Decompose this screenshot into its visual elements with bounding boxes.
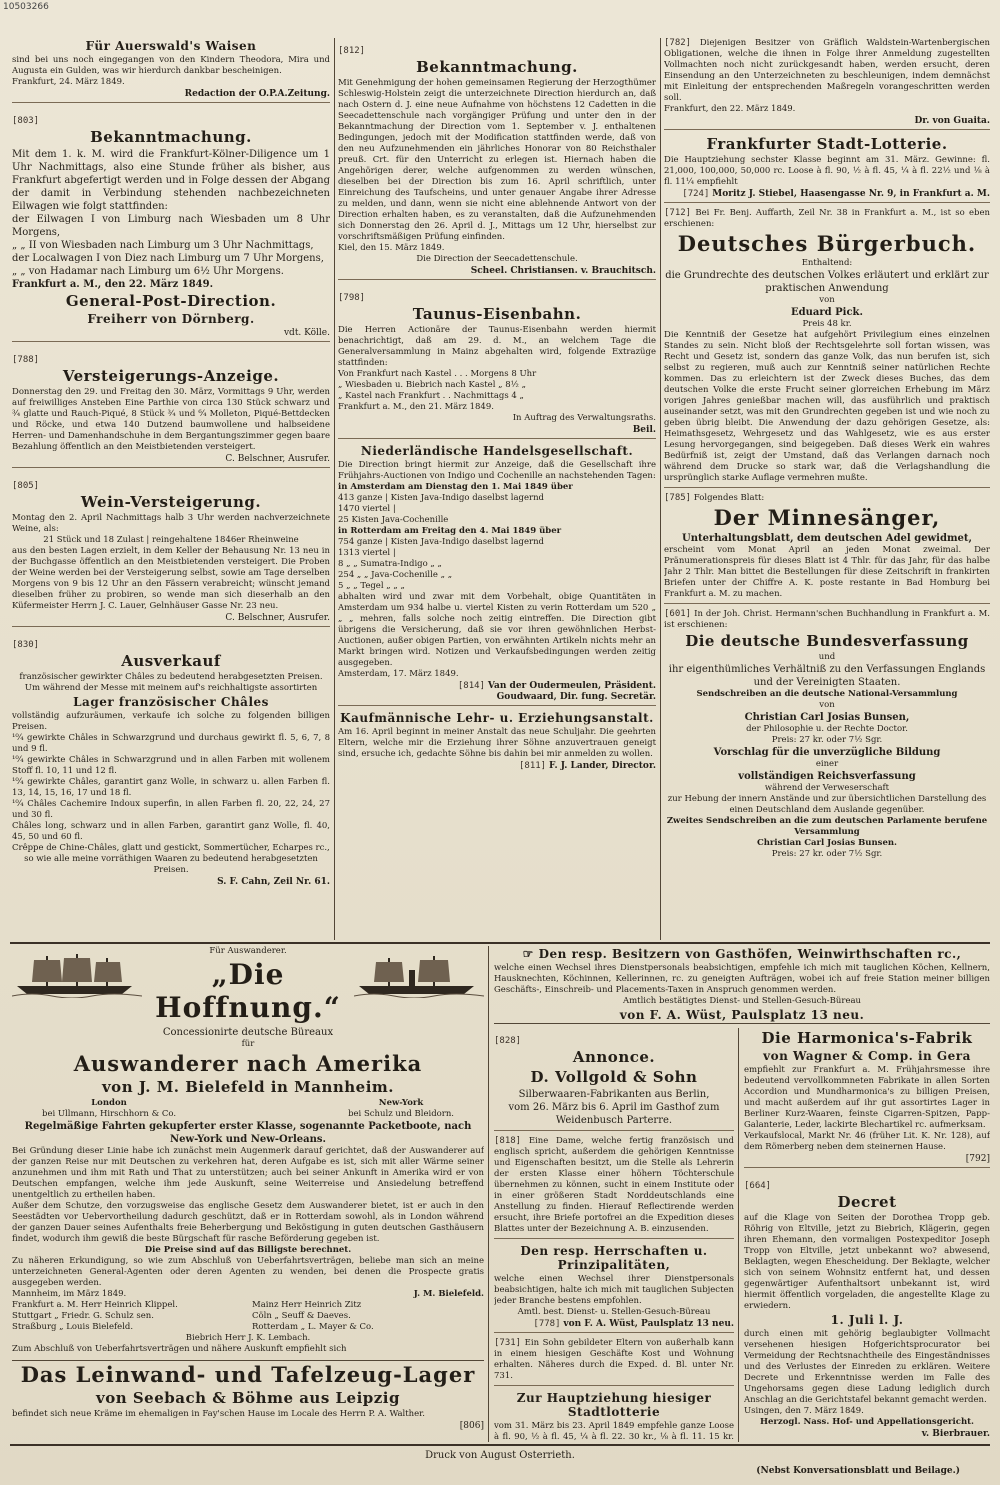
heading: Wein-Versteigerung. — [80, 493, 262, 511]
lot-line: 5 „ „ Tegel „ „ „ — [338, 581, 405, 591]
degree: der Philosophie u. der Rechte Doctor. — [746, 724, 908, 734]
signature: C. Belschner, Ausrufer. — [225, 454, 330, 464]
body-text: Bei Gründung dieser Linie habe ich zunächst mein Augenmerk darauf gerichtet, daß der Auswanderer auf der ganzen Reise nur mit Deutschen zu verkehren hat, deren Aufgabe es ist, sich mit aller Wärme seiner anzunehmen und ihm mit Rath und That zu unterstützen; auch bei seiner Ankunft in Amerika wird er von Deutschen empfangen, welche ihm jede Auskunft, seine Weiterreise und Ansiedelung betreffend unentgeltlich zu ertheilen haben. — [12, 1146, 484, 1200]
quantity: 21 Stück und 18 Zulast — [43, 535, 144, 545]
ad-number: [788] — [12, 355, 40, 365]
agent-entry: Mainz Herr Heinrich Zitz — [252, 1300, 362, 1310]
agent-entry: Cöln „ Seuff & Daeves. — [252, 1311, 351, 1321]
signature-block — [664, 189, 990, 199]
bureau: Amtl. best. Dienst- u. Stellen-Gesuch-Büreau — [517, 1307, 711, 1317]
heading — [494, 947, 990, 961]
body-text: vom 26. März bis 6. April im Gasthof zum Weidenbusch Parterre. — [508, 1102, 720, 1126]
sheet-id: 10503266 — [3, 2, 49, 12]
agent: bei Schulz und Bleidorn. — [348, 1109, 454, 1119]
heading: Taunus-Eisenbahn. — [412, 305, 582, 323]
signature: Scheel. Christiansen. v. Brauchitsch. — [470, 266, 656, 276]
ad-bundesverfassung — [664, 609, 990, 863]
body-text: Außer dem Schutze, den vorzugsweise das englische Gesetz dem Auswanderer bietet, ist er auch in den Seestädten vor Uebervortheilung dadurch geschützt, daß er in Rotterdam sowohl, als in London während der ganzen Dauer seines Aufenthalts freie Beherbergung und Beköstigung in guten deutschen Gasthäusern findet, wodurch ihm gewiß die beste Bürgschaft für rasche Beförderung gegeben ist. — [12, 1201, 484, 1244]
route-line: der Localwagen I von Diez nach Limburg um 7 Uhr Morgens, — [12, 253, 324, 264]
ad-number: [778] — [533, 1319, 561, 1329]
subheading: Sendschreiben an die deutsche National-Versammlung — [696, 689, 958, 699]
subheading: Unterhaltungsblatt, dem deutschen Adel gewidmet, — [682, 533, 972, 544]
intro — [664, 609, 990, 631]
ad-number: [818] — [494, 1136, 522, 1146]
body-text: vollständig aufzuräumen, verkaufe ich solche zu folgenden billigen Preisen. — [12, 711, 330, 732]
route-line: „ „ II von Wiesbaden nach Limburg um 3 Uhr Nachmittags, — [12, 240, 314, 251]
signature: S. F. Cahn, Zeil Nr. 61. — [217, 877, 330, 887]
route-line: der Eilwagen I von Limburg nach Wiesbaden um 8 Uhr Morgens, — [12, 214, 330, 238]
body-text: Mit dem 1. k. M. wird die Frankfurt-Kölner-Diligence um 1 Uhr Nachmittags, also eine Stunde früher als bisher, aus Frankfurt abgefertigt werden und in Folge dessen der Abgang der damit in Verbindung stehenden nachbezeichneten Eilwagen wie folgt stattfinden: — [12, 149, 330, 212]
intro — [664, 208, 990, 230]
agent-entry: Frankfurt a. M. Herr Heinrich Klippel. — [12, 1300, 178, 1310]
subheading: die Grundrechte des deutschen Volkes erläutert und erklärt zur praktischen Anwendung — [665, 270, 989, 294]
heading: Für Auerswald's Waisen — [85, 39, 257, 53]
price: Preis 48 kr. — [802, 319, 852, 329]
column-rule — [488, 946, 489, 1442]
body-text: Zu näheren Erkundigung, so wie zum Abschluß von Ueberfahrtsverträgen, beliebe man sich an meine unterzeichneten General-Agenten oder deren Agenten zu wenden, bei denen die Prospecte gratis ausgegeben werden. — [12, 1256, 484, 1288]
body-text: auf die Klage von Seiten der Dorothea Tropp geb. Röhrig von Eltville, jetzt zu Biebrich, Klägerin, gegen ihren Ehemann, den vormaligen Postexpeditor Joseph Tropp von Eltville, jetzt unbekannt wo? abwesend, Beklagten, wegen Ehescheidung. Der Beklagte, welcher sich von seinem Wohnsitz entfernt hat, und dessen gegenwärtiger Aufenthaltsort unbekannt ist, wird hiermit öffentlich vorgeladen, die angestellte Klage zu erwiedern. — [744, 1213, 990, 1311]
by: von — [819, 295, 835, 305]
ad-number: [806] — [459, 1421, 484, 1431]
ad-number: [811] — [518, 761, 547, 771]
notice-post — [12, 108, 330, 342]
connector: für — [241, 1039, 255, 1049]
body-text: vom 31. März bis 23. April 1849 empfehle ganze Loose à fl. 90, ½ à fl. 45, ¼ à fl. 22. 30 kr., ⅛ à fl. 11. 15 kr. — [494, 1421, 734, 1442]
price-item: ¹⁰⁄₄ gewirkte Châles in Schwarzgrund und in allen Farben mit wollenem Stoff fl. 10, 11 und 12 fl. — [12, 755, 330, 776]
body-text: Um während der Messe mit meinem auf's reichhaltigste assortirten — [24, 683, 318, 693]
price: Preis: 27 kr. oder 7½ Sgr. — [771, 849, 883, 859]
signature: von F. A. Wüst, Paulsplatz 13 neu. — [563, 1319, 734, 1329]
date: Frankfurt, den 22. März 1849. — [664, 104, 796, 114]
bureau: Amtlich bestätigtes Dienst- und Stellen-Gesuch-Büreau — [622, 996, 862, 1006]
connector: einer — [815, 759, 839, 769]
lot-line: 1470 viertel | — [338, 504, 396, 514]
ad-number: [792] — [965, 1154, 990, 1164]
subheading: französischer gewirkter Châles zu bedeutend herabgesetzten Preisen. — [19, 672, 323, 682]
lot-line: 754 ganze | Kisten Java-Indigo daselbst lagernd — [338, 537, 544, 547]
lot-line: 25 Kisten Java-Cochenille — [338, 515, 449, 525]
subheading: Lager französischer Châles — [73, 695, 269, 709]
subheading: Auswanderer nach Amerika — [73, 1051, 423, 1076]
body: Diejenigen Besitzer von Gräflich Waldstein-Wartenbergischen Obligationen, welche die ihnen in Folge ihrer Anmeldung zugestellten Vollmachten noch nicht zurückgesandt haben, werden ersucht, deren Einsendung an den Unterzeichneten zu beschleunigen, indem demnächst mit Einleitung der entsprechenden Maßregeln vorangeschritten werden soll. — [664, 38, 990, 103]
date: Amsterdam, 17. März 1849. — [338, 669, 459, 679]
bottom-middle-column — [494, 1028, 734, 1442]
ad-lotterie — [664, 135, 990, 203]
notice-taunus — [338, 285, 656, 439]
body-text: aus den besten Lagen erzielt, in dem Keller der Behausung Nr. 13 neu in der Buchgasse öffentlich an den Meistbietenden versteigert. Die Proben der Weine werden bei der Versteigerung selbst, sowie am Tage derselben Morgens von 9 bis 12 Uhr an den Fässern verabreicht; wünscht jemand dieselben früher zu probiren, so wende man sich dieserhalb an den Küfermeister Herrn J. C. Lauer, Gelnhäuser Gasse Nr. 23 neu. — [12, 546, 330, 611]
pre-heading: Für Auswanderer. — [209, 946, 287, 956]
body-text: so wie alle meine vorräthigen Waaren zu bedeutend herabgesetzten Preisen. — [24, 854, 318, 875]
price-item: Châles long, schwarz und in allen Farben, garantirt ganz Wolle, fl. 40, 45, 50 und 60 fl. — [12, 821, 330, 842]
ad-minnesaenger — [664, 493, 990, 604]
ad-buergerbuch — [664, 208, 990, 488]
branch-newyork — [348, 1098, 454, 1120]
body: Eine Dame, welche fertig französisch und englisch spricht, außerdem die gehörigen Kenntnisse und Eigenschaften besitzt, um die Stelle als Lehrerin der ersten Klasse einer höhern Töchterschule übernehmen zu können, sucht in einem Institute oder in einer größeren Stadt Norddeutschlands eine Anstellung zu finden. Hierauf Reflectirende werden ersucht, ihre Briefe portofrei an die Expedition dieses Blattes unter der Bezeichnung A. B. einzusenden. — [494, 1136, 734, 1234]
ad-number: [601] — [664, 609, 692, 619]
subheading: während der Verweserschaft — [764, 783, 890, 793]
body-text: Verkaufslocal, Markt Nr. 46 (früher Lit. K. Nr. 128), auf dem Römerberg neben dem steinernen Hause. — [744, 1131, 990, 1152]
branch-offices — [12, 1098, 484, 1120]
signature: Moritz J. Stiebel, Haasengasse Nr. 9, in Frankfurt a. M. — [712, 189, 990, 199]
hearing-date: 1. Juli l. J. — [830, 1313, 904, 1327]
ad-number: [814] — [457, 681, 485, 691]
notice-niederlaendisch — [338, 444, 656, 706]
body-text: zur Hebung der innern Anstände und zur übersichtlichen Darstellung des einen Deutschland dem Auslande gegenüber. — [667, 794, 987, 815]
ad-number: [712] — [664, 208, 692, 218]
supplement-note: (Nebst Konversationsblatt und Beilage.) — [756, 1466, 960, 1476]
heading: Ausverkauf — [121, 652, 221, 670]
ad-gasthof — [494, 946, 990, 1024]
signature: Goudwaard, Dir. fung. Secretär. — [496, 692, 656, 702]
lot-line: 8 „ „ Sumatra-Indigo „ „ — [338, 559, 442, 569]
date: Kiel, den 15. März 1849. — [338, 243, 445, 253]
intro-text: Bei Fr. Benj. Auffarth, Zeil Nr. 38 in Frankfurt a. M., ist so eben erschienen: — [664, 208, 990, 229]
body-text: befindet sich neue Kräme im ehemaligen in Fay'schen Hause im Locale des Herrn P. A. Walther. — [12, 1409, 425, 1419]
body-text: erscheint vom Monat April an jeden Monat zweimal. Der Pränumerationspreis für dieses Blatt ist 4 Thlr. für das Jahr, für das halbe Jahr 2 Thlr. Man bittet die Bestellungen für diese Zeitschrift in frankirten Briefen unter der Chiffre A. K. poste restante in Bad Homburg bei Frankfurt a. M. zu machen. — [664, 545, 990, 599]
ad-annonce — [494, 1028, 734, 1131]
body-text — [494, 1338, 734, 1382]
date: Mannheim, im März 1849. — [12, 1289, 127, 1299]
ad-number: [664] — [744, 1181, 772, 1191]
body: Ein Sohn gebildeter Eltern von außerhalb kann in einem hiesigen Geschäfte Kost und Wohnung erhalten. Näheres durch die Exped. d. Bl. unter Nr. 731. — [494, 1338, 734, 1381]
heading: Decret — [837, 1193, 897, 1211]
agent: bei Ullmann, Hirschhorn & Co. — [42, 1109, 177, 1119]
subheading: Concessionirte deutsche Büreaux — [162, 1027, 334, 1038]
column-right — [664, 38, 990, 940]
notice-sohn — [494, 1338, 734, 1386]
column-left — [12, 38, 330, 940]
notice-kaufmaennisch — [338, 711, 656, 774]
wine-lot: 21 Stück und 18 Zulast | reingehaltene 1846er Rheinweine — [43, 535, 299, 545]
heading: Frankfurter Stadt-Lotterie. — [706, 135, 948, 153]
signature: Dr. von Guaita. — [914, 116, 990, 126]
signature: Beil. — [632, 425, 656, 435]
ad-number: [812] — [338, 46, 366, 56]
heading: Die deutsche Bundesverfassung — [685, 632, 969, 650]
ad-number: [785] — [664, 493, 692, 503]
train-line: Von Frankfurt nach Kastel . . . Morgens 8 Uhr — [338, 369, 537, 379]
subheading: von J. M. Bielefeld in Mannheim. — [101, 1078, 395, 1096]
firm-name: D. Vollgold & Sohn — [530, 1068, 698, 1086]
notice-ausverkauf — [12, 632, 330, 890]
heading: „Die Hoffnung.“ — [155, 958, 341, 1024]
column-rule — [738, 1028, 739, 1442]
wine-name: reingehaltene 1846er Rheinweine — [151, 535, 299, 545]
date: Frankfurt, 24. März 1849. — [12, 77, 125, 87]
signature-block — [494, 1319, 734, 1329]
body-text: Die Kenntniß der Gesetze hat aufgehört Privilegium eines einzelnen Standes zu sein. Nicht bloß der Rechtsgelehrte soll fortan wissen, was Recht und Gesetz ist, sondern das ganze Volk, das nun berufen ist, sich selbst zu regieren, muß auch zur Kenntniß seiner natürlichen Rechte kommen. Das zu erleichtern ist der Zweck dieses Buches, das dem deutschen Volke die erste Frucht seiner glorreichen Erhebung im März vorigen Jahres genießbar machen will, das ausführlich und praktisch auseinander setzt, was mit den Grundrechten gegeben ist und wie noch zu geben übrig bleibt. Die Anwendung der dazu gehörigen Gesetze, als: Heimathsgesetz, Wehrgesetz und das Wahlgesetz, wie es aus erster Lesung hervorgegangen, sind beigegeben. Daß dieses Werk ein wahres Bedürfniß ist, zeigt der Umstand, daß das Verlangen darnach noch während dem Drucke so stark war, daß die Verlagshandlung die ursprünglich starke Auflage vermehren mußte. — [664, 330, 990, 483]
body-text: welche einen Wechsel ihres Dienstpersonals beabsichtigen, empfehle ich mich mit tauglichen Köchen, Kellnern, Hausknechten, Köchinnen, Kellerinnen, rc. zu geneigten Aufträgen, wobei ich auf freie Station meiner billigen Geschäfts-, Einschreib- und Placements-Taxen in Anspruch genommen werden. — [494, 963, 990, 995]
body-text: abhalten wird und zwar mit dem Vorbehalt, obige Quantitäten in Amsterdam um 934 halbe u. viertel Kisten zu verin Rotterdam um 520 „ „ „ mehren, falls solche noch zeitig eintreffen. Die Direction gibt übrigens die Versicherung, daß sie vor ihren gewöhnlichen Herbst-Auctionen, außer obigen Partien, von erwähnten Artikeln nichts mehr an Markt bringen wird. Notizen und Verkaufsbedingungen werden zeitig ausgegeben. — [338, 592, 656, 668]
heading: Deutsches Bürgerbuch. — [677, 231, 977, 256]
branch-london — [42, 1098, 176, 1120]
ad-hauptziehung — [494, 1391, 734, 1442]
signature: Van der Oudermeulen, Präsident. — [487, 681, 656, 691]
intro-text: In der Joh. Christ. Hermann'schen Buchhandlung in Frankfurt a. M. ist erschienen: — [664, 609, 990, 630]
heading: Die Harmonica's-Fabrik — [761, 1029, 973, 1047]
section-rule — [10, 942, 990, 944]
ad-leinwand — [12, 1360, 484, 1442]
body-text — [494, 1136, 734, 1235]
court: Herzogl. Nass. Hof- und Appellationsgericht. — [759, 1417, 975, 1427]
subheading: vollständigen Reichsverfassung — [738, 771, 916, 782]
author: Christian Carl Josias Bunsen. — [756, 838, 897, 848]
body-text: Montag den 2. April Nachmittags halb 3 Uhr werden nachverzeichnete Weine, als: — [12, 513, 330, 534]
heading: Versteigerungs-Anzeige. — [62, 367, 280, 385]
ad-harmonica — [744, 1029, 990, 1168]
signature-block — [338, 681, 656, 691]
body-text: Die Direction bringt hiermit zur Anzeige, daß die Gesellschaft ihre Frühjahrs-Auctionen von Indigo und Cochenille an nachstehenden Tagen: — [338, 460, 656, 481]
body-text: sind bei uns noch eingegangen von den Kindern Theodora, Mira und Augusta ein Gulden, was wir hierdurch dankbar bescheinigen. — [12, 55, 330, 76]
countersign: vdt. Kölle. — [283, 328, 330, 338]
notice-dame — [494, 1136, 734, 1239]
notice-decret — [744, 1173, 990, 1442]
subheading: Enthaltend: — [801, 258, 853, 268]
authority: Die Direction der Seecadettenschule. — [416, 254, 578, 264]
body-text — [664, 38, 990, 104]
heading: Kaufmännische Lehr- u. Erziehungsanstalt. — [340, 711, 654, 725]
ad-herrschaften — [494, 1244, 734, 1333]
body-text: durch einen mit gehörig beglaubigter Vollmacht versehenen hiesigen Hofgerichtsprocurator bei Vermeidung der Rechtsnachtheile des Eingeständnisses und des Verlustes der Einreden zu erklären. Weitere Decrete und Erkenntnisse werden im Falle des Ungehorsams gegen diese Ladung lediglich durch Anschlag an die Gerichtstafel bekannt gemacht werden. — [744, 1329, 990, 1405]
subheading: ihr eigenthümliches Verhältniß zu den Verfassungen Englands und der Vereinigten Staaten. — [668, 664, 986, 688]
price-item: ¹⁰⁄₄ gewirkte Châles, garantirt ganz Wolle, in schwarz u. allen Farben fl. 13, 14, 15, 16, 17 und 18 fl. — [12, 777, 330, 798]
body-text: welche einen Wechsel ihrer Dienstpersonals beabsichtigen, halte ich mich mit tauglichen Subjecten jeder Branche bestens empfohlen. — [494, 1274, 734, 1306]
body-text: Die Preise sind auf das Billigste berechnet. — [144, 1245, 352, 1255]
notice-kiel — [338, 38, 656, 280]
signature: C. Belschner, Ausrufer. — [225, 613, 330, 623]
date: Usingen, den 7. März 1849. — [744, 1406, 864, 1416]
signature: v. Bierbrauer. — [921, 1429, 990, 1439]
signature: Freiherr von Dörnberg. — [87, 312, 255, 326]
ad-number: [782] — [664, 38, 692, 48]
signature: J. M. Bielefeld. — [413, 1289, 484, 1299]
heading-text: Den resp. Besitzern von Gasthöfen, Weinwirthschaften rc., — [538, 947, 962, 961]
connector: und — [818, 652, 836, 662]
notice-waisen — [12, 39, 330, 103]
heading: Zur Hauptziehung hiesiger Stadtlotterie — [516, 1391, 712, 1419]
agent-entry: Biebrich Herr J. K. Lembach. — [185, 1333, 311, 1343]
pointing-hand-icon: ☞ — [522, 947, 534, 961]
ad-number: [830] — [12, 640, 40, 650]
notice-waldstein — [664, 38, 990, 130]
heading: Den resp. Herrschaften u. Prinzipalitäten, — [520, 1244, 708, 1272]
subheading: von Seebach & Böhme aus Leipzig — [95, 1389, 400, 1407]
ad-number: [805] — [12, 481, 40, 491]
body-text: In Auftrag des Verwaltungsraths. — [512, 413, 656, 423]
body-text: Die Herren Actionäre der Taunus-Eisenbahn werden hiermit benachrichtigt, daß am 29. d. M., an welchem Tage die Generalversammlung in Mainz abgehalten wird, folgende Extrazüge stattfinden: — [338, 325, 656, 368]
bottom-right-column — [744, 1028, 990, 1442]
lot-line: 254 „ „ Java-Cochenille „ „ — [338, 570, 453, 580]
printer-line: Druck von August Osterrieth. — [425, 1450, 575, 1461]
ship-icon — [354, 952, 484, 998]
signature: F. J. Lander, Director. — [548, 761, 656, 771]
column-middle — [338, 38, 656, 940]
ad-number: [828] — [494, 1036, 522, 1046]
intro-text: Folgendes Blatt: — [693, 493, 765, 503]
by: von — [819, 700, 835, 710]
body-text: Donnerstag den 29. und Freitag den 30. März, Vormittags 9 Uhr, werden auf freiwilliges Ansteben Eine Parthie von circa 130 Stück schwarz und ¾ glatte und Rauch-Piqué, 8 Stück ¾ und ⁶⁄₄ Molleton, Piqué-Bettdecken und Röcke, und etwa 140 Dutzend baumwollene und halbseidene Herren- und Damenhandschuhe in dem Bergantungszimmer gegen baare Bezahlung öffentlich an den Meistbietenden versteigert. — [12, 387, 330, 452]
date: Frankfurt a. M., den 22. März 1849. — [12, 279, 214, 290]
body-text: Am 16. April beginnt in meiner Anstalt das neue Schuljahr. Die geehrten Eltern, welche mir die Erziehung ihrer Söhne anzuvertrauen geneigt sind, ersuche ich, gedachte Söhne bis dahin bei mir anmelden zu wollen. — [338, 727, 656, 759]
intro — [664, 493, 990, 504]
body-text: Die Hauptziehung sechster Klasse beginnt am 31. März. Gewinne: fl. 21,000, 100,000, 50,000 rc. Loose à fl. 90, ½ à fl. 45, ¼ à fl. 22½ und ⅛ à fl. 11¼ empfiehlt — [664, 155, 990, 187]
footer-rule — [10, 1444, 990, 1446]
subheading: Vorschlag für die unverzügliche Bildung — [713, 747, 941, 758]
agent-list — [12, 1300, 484, 1333]
auction-line: in Rotterdam am Freitag den 4. Mai 1849 über — [338, 526, 562, 536]
heading: Bekanntmachung. — [90, 128, 252, 146]
author: Eduard Pick. — [791, 307, 863, 318]
ad-number: [798] — [338, 293, 366, 303]
body-text: Zum Abschluß von Ueberfahrtsverträgen und nähere Auskunft empfiehlt sich — [12, 1344, 347, 1354]
signature-block — [338, 761, 656, 771]
route-line: „ „ von Hadamar nach Limburg um 6½ Uhr Morgens. — [12, 266, 284, 277]
notice-versteigerung — [12, 347, 330, 468]
ad-hoffnung — [12, 946, 484, 1356]
heading: Das Leinwand- und Tafelzeug-Lager — [20, 1362, 476, 1387]
city: London — [91, 1098, 127, 1108]
signature-row — [12, 1289, 484, 1300]
agent-entry: Straßburg „ Louis Bielefeld. — [12, 1322, 134, 1332]
price-item: Crêppe de Chine-Châles, glatt und gestickt, Sommertücher, Echarpes rc., — [12, 843, 330, 853]
authority: General-Post-Direction. — [65, 292, 277, 310]
lot-line: 1313 viertel | — [338, 548, 396, 558]
ad-number: [731] — [494, 1338, 522, 1348]
agent-entry: Stuttgart „ Friedr. G. Schulz sen. — [12, 1311, 154, 1321]
lot-line: 413 ganze | Kisten Java-Indigo daselbst lagernd — [338, 493, 544, 503]
subheading: Regelmäßige Fahrten gekupferter erster Klasse, sogenannte Packetboote, nach New-York und New-Orleans. — [24, 1121, 472, 1145]
author: Christian Carl Josias Bunsen, — [744, 712, 910, 723]
auction-line: in Amsterdam am Dienstag den 1. Mai 1849 über — [338, 482, 573, 492]
body-text: empfiehlt zur Frankfurt a. M. Frühjahrsmesse ihre bedeutend vervollkommneten Fabrikate in allen Sorten Accordion und Mundharmonica's zu billigen Preisen, und macht außerdem auf ihr gut assortirtes Lager in Berliner Kurz-Waaren, feinste Cigarren-Spitzen, Papp-Galanterie, Leder, lackirte Blechartikel rc. aufmerksam. — [744, 1065, 990, 1130]
subheading: Zweites Sendschreiben an die zum deutschen Parlamente berufene Versammlung — [666, 816, 988, 837]
column-rule — [334, 38, 335, 940]
heading: Der Minnesänger, — [713, 505, 941, 530]
ad-number: [803] — [12, 116, 40, 126]
agent-entry: Rotterdam „ L. Mayer & Co. — [252, 1322, 374, 1332]
heading: Bekanntmachung. — [416, 58, 578, 76]
body-text: Mit Genehmigung der hohen gemeinsamen Regierung der Herzogthümer Schleswig-Holstein zeigt die unterzeichnete Direction hierdurch an, daß nach Ostern d. J. eine neue Aufnahme von höchstens 12 Cadetten in die Seecadettenschule nach vorgängiger Prüfung und unter den in der Bekanntmachung der Direction vom 1. September v. J. enthaltenen Bedingungen, jedoch mit der Modification stattfinden werde, daß von den neu Aufzunehmenden ein jährliches Honorar von 80 Reichsthaler preuß. Crt. für den Unterricht zu erlegen ist. Hiernach haben die Angehörigen derer, welche aufgenommen zu werden wünschen, dieselben bei der Direction bis zum 16. April schriftlich, unter Einreichung des Taufscheins, und unter genauer Angabe ihrer Adresse zu melden, und dann, wenn sie nicht eine ablehnende Antwort von der Direction erhalten haben, es zu veranstalten, daß die Aufzunehmenden sich Donnerstag den 26. April d. J., Mittags um 12 Uhr, hierselbst zur vorschriftsmäßigen Prüfung einfinden. — [338, 78, 656, 242]
train-line: „ Kastel nach Frankfurt . . Nachmittags 4 „ — [338, 391, 524, 401]
subheading: Silberwaaren-Fabrikanten aus Berlin, — [518, 1089, 710, 1100]
ship-icon — [12, 952, 142, 998]
ad-number: [724] — [682, 189, 710, 199]
date: Frankfurt a. M., den 21. März 1849. — [338, 402, 494, 412]
column-rule — [660, 38, 661, 940]
train-line: „ Wiesbaden u. Biebrich nach Kastel „ 8½ „ — [338, 380, 526, 390]
signature: Redaction der O.P.A.Zeitung. — [184, 89, 330, 99]
subheading: von Wagner & Comp. in Gera — [763, 1049, 971, 1063]
signature: von F. A. Wüst, Paulsplatz 13 neu. — [619, 1008, 865, 1022]
heading: Niederländische Handelsgesellschaft. — [360, 444, 634, 458]
price-item: ¹⁰⁄₄ Châles Cachemire Indoux superfin, in allen Farben fl. 20, 22, 24, 27 und 30 fl. — [12, 799, 330, 820]
heading: Annonce. — [572, 1048, 656, 1066]
price-item: ¹⁰⁄₄ gewirkte Châles in Schwarzgrund und durchaus gewirkt fl. 5, 6, 7, 8 und 9 fl. — [12, 733, 330, 754]
notice-wein — [12, 473, 330, 627]
city: New-York — [378, 1098, 424, 1108]
price: Preis: 27 kr. oder 7½ Sgr. — [771, 735, 883, 745]
